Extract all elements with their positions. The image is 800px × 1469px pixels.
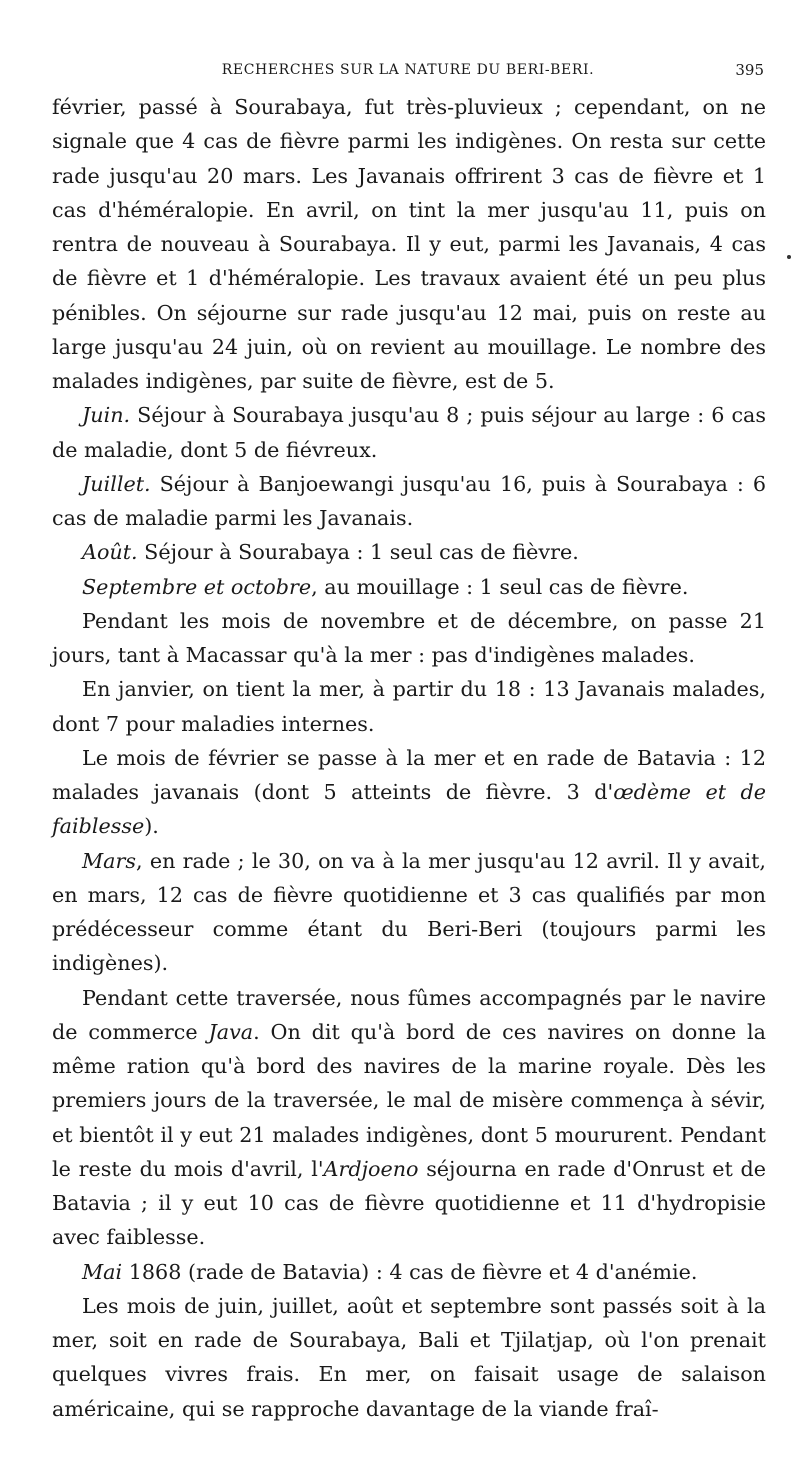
paragraph [52, 741, 766, 844]
margin-mark [787, 255, 791, 259]
text-run: , en rade ; le 30, on va à la mer jusqu'au 12 avril. Il y avait, en mars, 12 cas de fièvre quotidienne et 3 cas qualifiés par mon prédécesseur comme étant du Beri-Beri (toujours parmi les indigènes). [52, 848, 766, 976]
text-run: Pendant cette traversée, nous fûmes accompagnés par le navire de commerce [52, 985, 766, 1044]
running-head [52, 58, 764, 82]
text-run: , au mouillage : 1 seul cas de fièvre. [311, 574, 689, 599]
italic-text: Août. [82, 540, 138, 565]
paragraph [52, 570, 766, 604]
italic-text: Java [208, 1019, 254, 1044]
paragraph [52, 604, 766, 673]
paragraph [52, 467, 766, 536]
text-run: 1868 (rade de Batavia) : 4 cas de fièvre et 4 d'anémie. [122, 1259, 698, 1284]
text-run: Pendant les mois de novembre et de décembre, on passe 21 jours, tant à Macassar qu'à la mer : pas d'indigènes malades. [52, 608, 766, 667]
paragraph [52, 535, 766, 569]
paragraph [52, 672, 766, 741]
body-text [52, 90, 766, 1426]
text-run: Séjour à Sourabaya : 1 seul cas de fièvre. [137, 540, 579, 565]
text-run: Les mois de juin, juillet, août et septembre sont passés soit à la mer, soit en rade de Sourabaya, Bali et Tjilatjap, où l'on prenait quelques vivres frais. En mer, on faisait usage de salaison américaine, qui se rapproche davantage de la viande fraî- [52, 1293, 766, 1421]
text-run: ). [144, 814, 159, 839]
italic-text: Septembre et octobre [82, 574, 312, 599]
text-run: En janvier, on tient la mer, à partir du 18 : 13 Javanais malades, dont 7 pour maladies internes. [52, 677, 766, 736]
text-run: séjourna en rade d'Onrust et de Batavia ; il y eut 10 cas de fièvre quotidienne et 11 d'hydropisie avec faiblesse. [52, 1156, 766, 1250]
italic-text: Juillet. [82, 471, 151, 496]
text-run: Séjour à Banjoewangi jusqu'au 16, puis à Sourabaya : 6 cas de maladie parmi les Javanais. [52, 471, 766, 530]
italic-text: Mars [82, 848, 137, 873]
paragraph [52, 844, 766, 981]
italic-text: œdème et de faiblesse [52, 780, 766, 839]
paragraph [52, 1255, 766, 1289]
italic-text: Juin. [82, 403, 131, 428]
paragraph [52, 398, 766, 467]
text-run: . On dit qu'à bord de ces navires on donne la même ration qu'à bord des navires de la marine royale. Dès les premiers jours de la traversée, le mal de misère commença à sévir, et bientôt il y eut 21 malades indigènes, dont 5 moururent. Pendant le reste du mois d'avril, l' [52, 1019, 767, 1181]
paragraph [52, 90, 766, 398]
paragraph [52, 981, 766, 1255]
paragraph [52, 1289, 766, 1426]
text-run: Séjour à Sourabaya jusqu'au 8 ; puis séjour au large : 6 cas de maladie, dont 5 de fiévreux. [52, 403, 766, 462]
italic-text: Ardjoeno [323, 1156, 419, 1181]
text-run: Le mois de février se passe à la mer et en rade de Batavia : 12 malades javanais (dont 5 atteints de fièvre. 3 d' [52, 745, 766, 804]
running-title: RECHERCHES SUR LA NATURE DU BERI-BERI. [221, 62, 595, 78]
text-run: février, passé à Sourabaya, fut très-pluvieux ; cependant, on ne signale que 4 cas de fièvre parmi les indigènes. On resta sur cette rade jusqu'au 20 mars. Les Javanais offrirent 3 cas de fièvre et 1 cas d'héméralopie. En avril, on tint la mer jusqu'au 11, puis on rentra de nouveau à Sourabaya. Il y eut, parmi les Javanais, 4 cas de fièvre et 1 d'héméralopie. Les travaux avaient été un peu plus pénibles. On séjourne sur rade jusqu'au 12 mai, puis on reste au large jusqu'au 24 juin, où on revient au mouillage. Le nombre des malades indigènes, par suite de fièvre, est de 5. [52, 95, 766, 393]
page-number: 395 [735, 61, 764, 79]
italic-text: Mai [82, 1259, 123, 1284]
